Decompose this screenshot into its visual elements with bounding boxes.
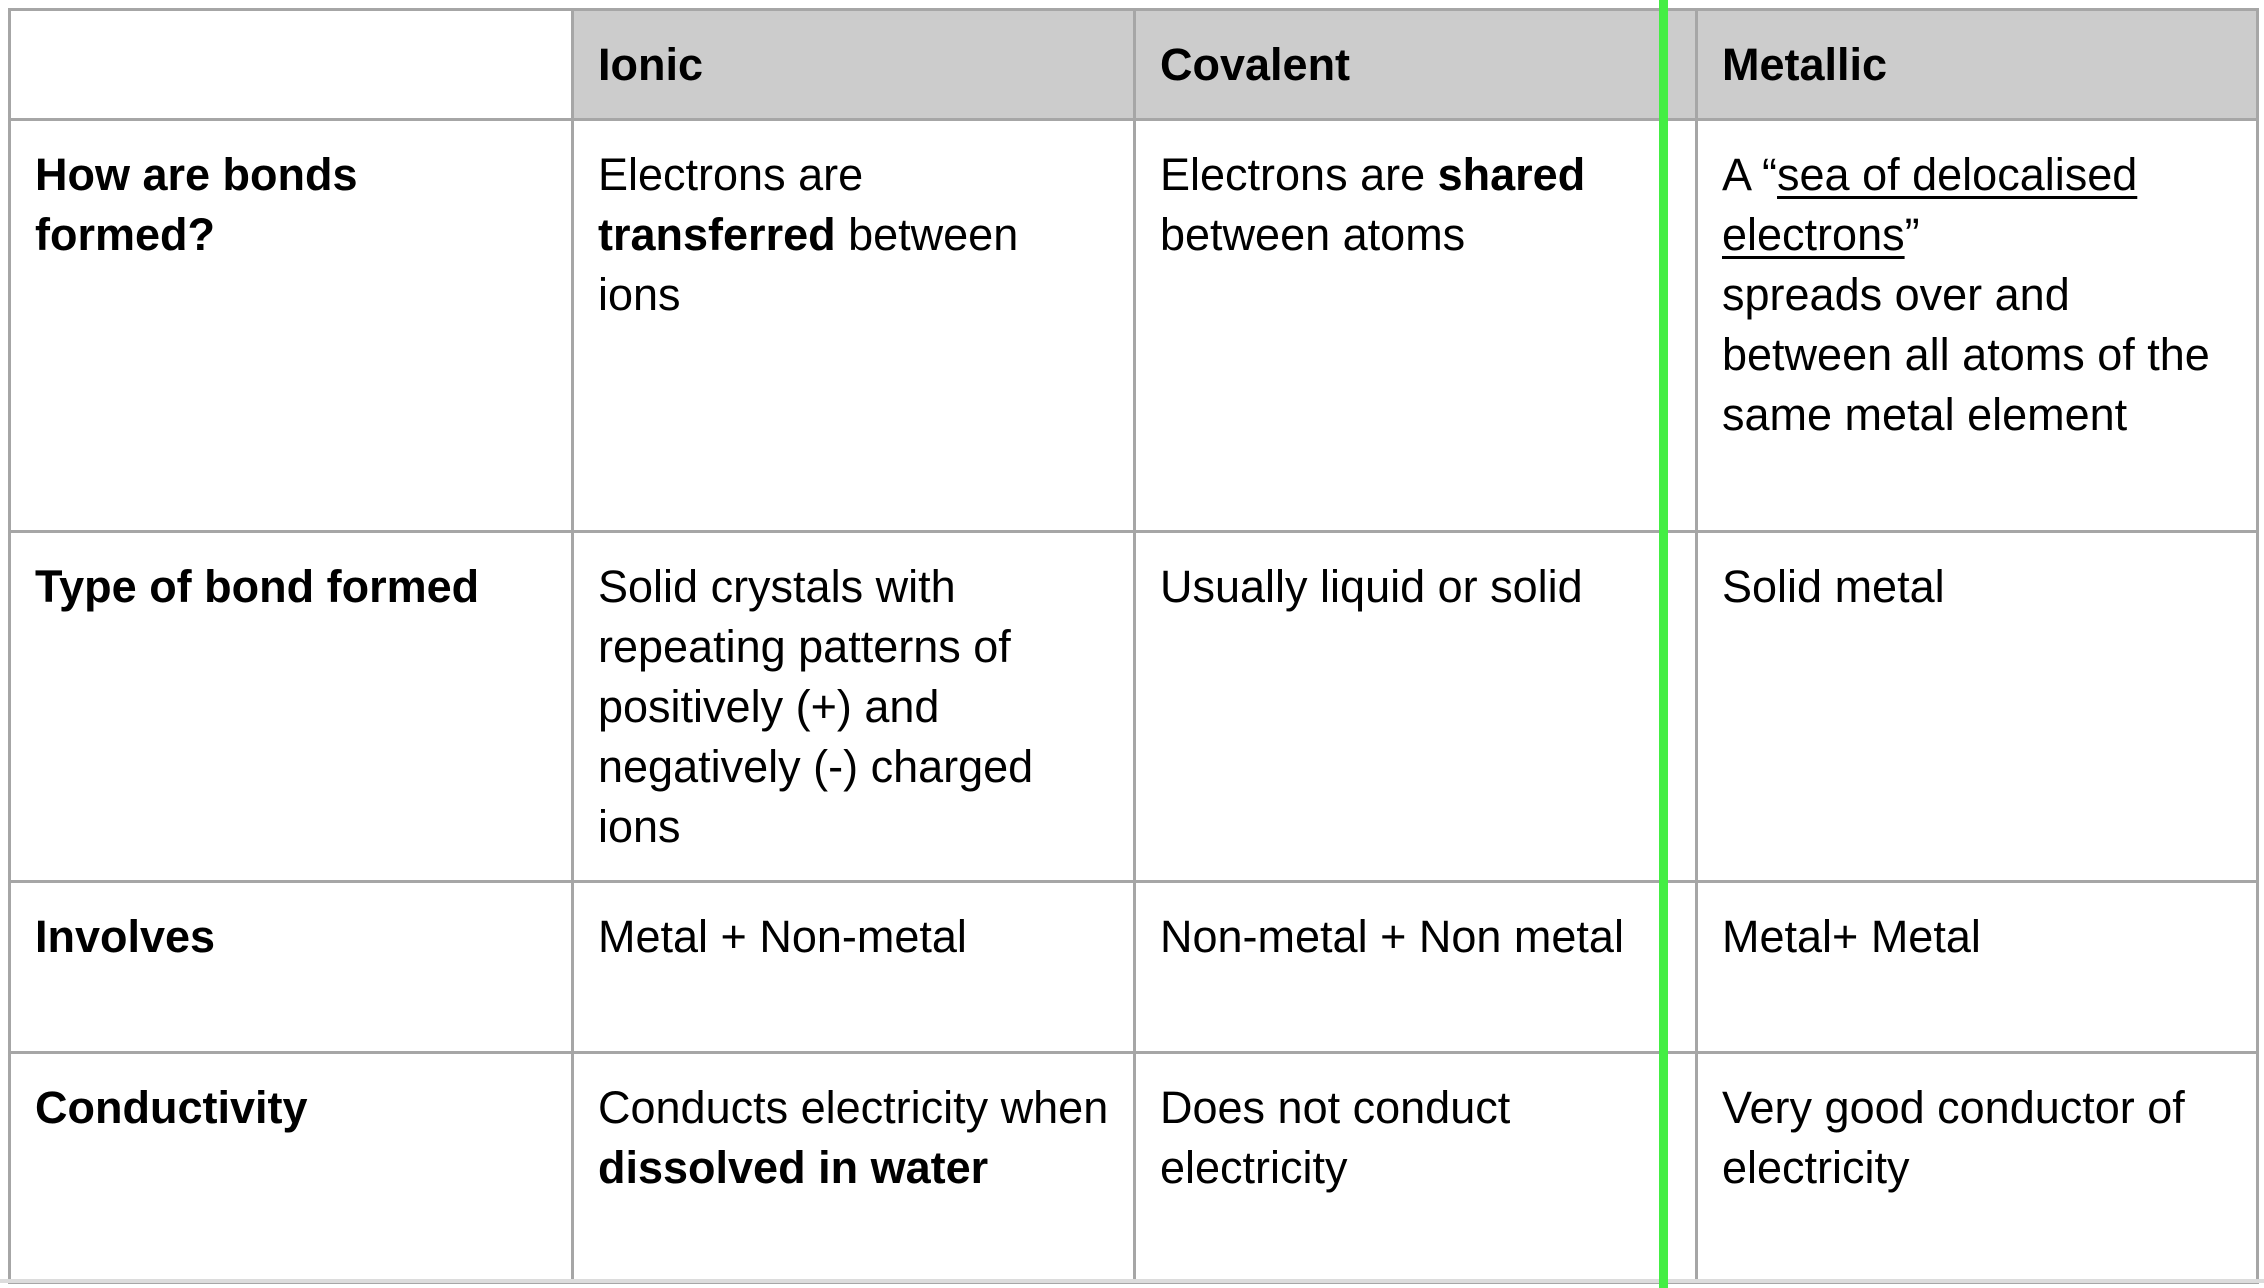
covalent-cell: Usually liquid or solid [1135,532,1697,882]
cell-text: Conducts electricity when [598,1082,1109,1133]
cell-text: Electrons are [598,149,864,200]
table-row-involves [10,882,2258,1053]
row-label: Conductivity [35,1082,308,1133]
ionic-cell [573,120,1135,532]
row-label-cell [10,1053,573,1283]
table-row-conductivity [10,1053,2258,1283]
header-cell-blank [10,10,573,120]
header-cell-covalent [1135,10,1697,120]
row-label: Type of bond formed [35,561,480,612]
cell-text-underlined: sea of delocalised electrons [1722,149,2138,260]
ionic-cell: Solid crystals with repeating patterns of positively (+) and negatively (-) charged ions [573,532,1135,882]
cell-text-bold: dissolved in water [598,1142,989,1193]
covalent-cell: Non-metal + Non metal [1135,882,1697,1053]
covalent-cell [1135,120,1697,532]
cell-text: between atoms [1160,209,1466,260]
column-drag-guide[interactable] [1659,0,1668,1288]
header-row [10,10,2258,120]
table-row-bond-formation [10,120,2258,532]
cell-text: Electrons are [1160,149,1438,200]
row-label: Involves [35,911,216,962]
cell-text-bold: shared [1437,149,1586,200]
header-label-metallic: Metallic [1722,39,1888,90]
ionic-cell: Metal + Non-metal [573,882,1135,1053]
header-cell-metallic [1697,10,2258,120]
cell-text: A “ [1722,149,1778,200]
comparison-table-wrapper [8,8,2259,1284]
header-label-ionic: Ionic [598,39,704,90]
cell-text: between ions [598,209,1019,320]
row-label-cell [10,532,573,882]
header-cell-ionic [573,10,1135,120]
metallic-cell: Very good conductor of electricity [1697,1053,2258,1283]
ionic-cell [573,1053,1135,1283]
cell-text-bold: transferred [598,209,836,260]
bottom-divider [0,1279,2264,1283]
cell-text: ” [1904,209,1920,260]
metallic-cell: Metal+ Metal [1697,882,2258,1053]
row-label-cell [10,882,573,1053]
metallic-cell: Solid metal [1697,532,2258,882]
header-label-covalent: Covalent [1160,39,1351,90]
metallic-cell [1697,120,2258,532]
covalent-cell: Does not conduct electricity [1135,1053,1697,1283]
table-row-bond-type [10,532,2258,882]
cell-text: spreads over and between all atoms of the same metal element [1722,269,2210,440]
row-label: How are bonds formed? [35,149,358,260]
bonding-comparison-table [8,8,2259,1284]
row-label-cell [10,120,573,532]
